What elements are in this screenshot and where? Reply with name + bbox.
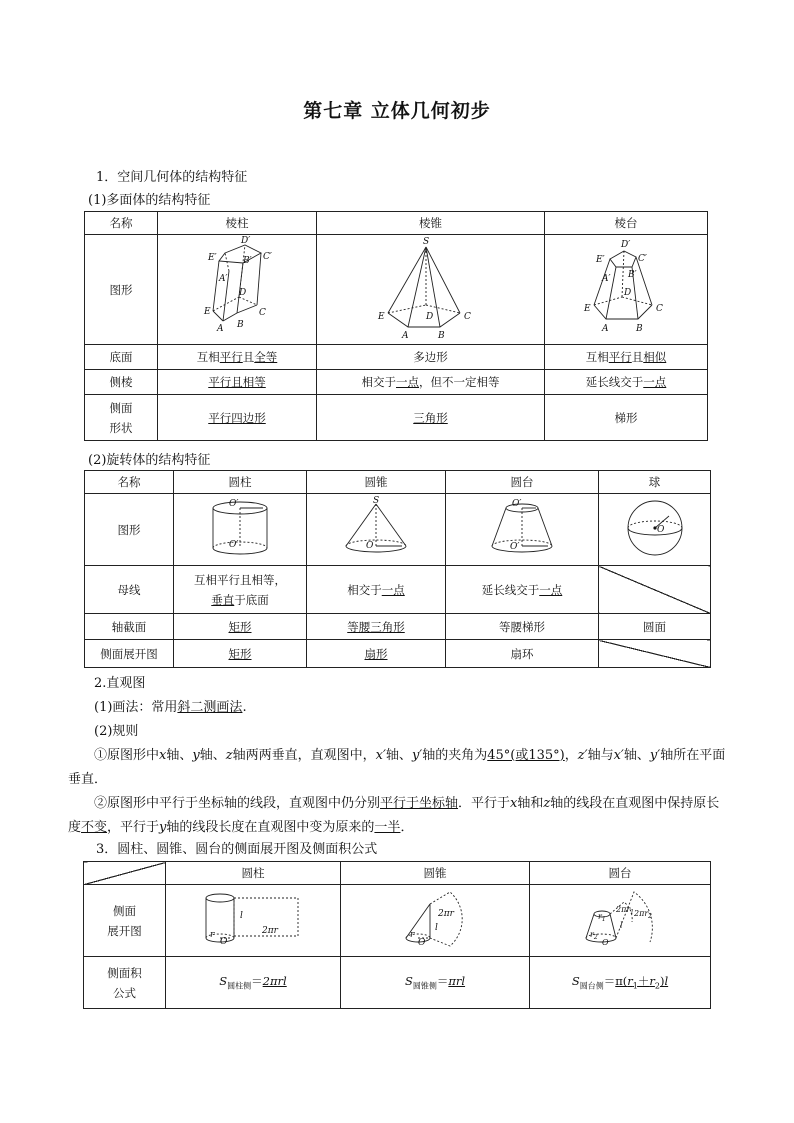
rot-header-frustum: 圆台 [446,471,599,494]
frustum-figure-cell [545,235,708,345]
sphere-figure [623,496,687,560]
cylinder-figure-cell [174,494,307,566]
cylinder-label-o1: O′ [229,499,239,509]
cone-unfold-label-o: O [418,938,426,948]
section-1-heading: 1．空间几何体的结构特征 [96,170,248,185]
sphere-label-o: O [656,525,664,535]
rot-row-label-figure: 图形 [85,494,174,566]
prism-label-d: D [239,288,247,298]
lateral-header-cylinder: 圆柱 [166,862,341,885]
rotation-table [84,470,711,668]
sphere-figure-cell [599,494,711,566]
frustum-unfold-label-arc2: $2\pi r_2$ [634,909,652,920]
cylinder-unfold-figure-cell [166,885,341,957]
pyramid-figure-cell [317,235,545,345]
frustum-label-a: A [602,324,609,334]
frustum-unfold-label-o: O [602,938,609,947]
frustum-rot-label-o: O′ [510,542,520,552]
frustum-figure [576,235,676,341]
prism-figure-cell [158,235,317,345]
col-header-pyramid: 棱锥 [317,212,545,235]
cone-label-o: O [366,541,374,551]
frustum-label-b: B [636,324,643,334]
cone-generatrix-cell: 相交于一点 [307,566,446,614]
frustum-label-d: D [624,288,632,298]
prism-label-b: B [237,320,244,330]
frustum-rot-label-o1: O′ [512,499,522,509]
rot-header-cone: 圆锥 [307,471,446,494]
frustum-rot-figure [482,496,562,560]
prism-label-c: C [259,308,266,318]
prism-label-c1: C′ [263,252,272,262]
rot-row-label-generatrix: 母线 [85,566,174,614]
lateral-header-frustum: 圆台 [530,862,711,885]
row-label-base: 底面 [85,345,158,370]
frustum-label-c: C [656,304,663,314]
frustum-label-e: E [584,304,591,314]
rotation-subheading: (2)旋转体的结构特征 [88,453,211,468]
frustum-unfold-label-r1: $r_1$ [598,912,606,923]
prism-base-cell: 互相平行且全等 [158,345,317,370]
prism-label-d1: D′ [241,236,251,246]
cylinder-generatrix-cell: 互相平行且相等， 垂直于底面 [174,566,307,614]
pyramid-label-s: S [422,237,429,247]
sphere-unfold-cell-empty [599,640,711,668]
cone-axial-cell: 等腰三角形 [307,614,446,640]
cone-unfold-label-l: l [435,923,438,933]
prism-edge-cell: 平行且相等 [158,370,317,395]
cone-figure-cell [307,494,446,566]
frustum-axial-cell: 等腰梯形 [446,614,599,640]
cylinder-unfold-label-l: l [240,911,243,921]
frustum-unfold-figure-cell [530,885,711,957]
frustum-base-cell: 互相平行且相似 [545,345,708,370]
cylinder-unfold-label-o: O [220,937,228,947]
rot-row-label-unfold: 侧面展开图 [85,640,174,668]
cylinder-unfold-cell: 矩形 [174,640,307,668]
frustum-label-c1: C′ [638,254,647,264]
cone-unfold-label-r: r [410,930,415,940]
cylinder-unfold-label-r: r [210,930,215,940]
frustum-unfold-figure [570,888,670,950]
frustum-label-d1: D′ [621,240,631,250]
frustum-face-cell: 梯形 [545,395,708,441]
pyramid-figure [376,235,486,341]
cylinder-axial-cell: 矩形 [174,614,307,640]
prism-face-cell: 平行四边形 [158,395,317,441]
section-2-rules-heading: (2)规则 [94,724,139,739]
frustum-unfold-cell: 扇环 [446,640,599,668]
lateral-area-table [83,861,711,1009]
row-label-figure: 图形 [85,235,158,345]
section-2-heading: 2.直观图 [94,676,146,691]
prism-label-e: E [204,307,211,317]
pyramid-label-c: C [463,312,471,322]
rot-header-cylinder: 圆柱 [174,471,307,494]
cylinder-figure [205,496,275,560]
section-2-rule-1: ①原图形中x轴、y轴、z轴两两垂直，直观图中，x′轴、y′轴的夹角为45°(或135°)，z′轴与x′轴、y′轴所在平面垂直． [68,748,726,787]
pyramid-base-cell: 多边形 [317,345,545,370]
cone-label-s: S [373,496,380,506]
pyramid-label-b: B [437,331,445,341]
cone-figure [336,496,416,560]
row-label-edge: 侧棱 [85,370,158,395]
cone-unfold-figure-cell [341,885,530,957]
lateral-header-cone: 圆锥 [341,862,530,885]
prism-figure [187,235,287,341]
pyramid-label-e: E [377,312,385,322]
prism-label-a1: A′ [219,274,228,284]
section-3-heading: 3．圆柱、圆锥、圆台的侧面展开图及侧面积公式 [96,842,378,857]
pyramid-label-d: D [425,312,433,322]
prism-label-e1: E′ [208,253,217,263]
cylinder-unfold-figure [198,888,308,950]
prism-label-b1: B′ [243,256,252,266]
polyhedron-table [84,211,708,441]
pyramid-face-cell: 三角形 [317,395,545,441]
lateral-row-label-unfold: 侧面 展开图 [84,885,166,957]
row-label-face-shape: 侧面 形状 [85,395,158,441]
cylinder-unfold-label-arc: 2πr [262,926,278,936]
col-header-frustum: 棱台 [545,212,708,235]
cone-unfold-cell: 扇形 [307,640,446,668]
rot-header-name: 名称 [85,471,174,494]
cone-unfold-figure [390,888,480,950]
cone-unfold-label-arc: 2πr [438,909,454,919]
section-2-method: (1)画法：常用斜二测画法. [94,700,247,715]
frustum-label-e1: E′ [596,255,605,265]
section-2-rule-2: ②原图形中平行于坐标轴的线段，直观图中仍分别平行于坐标轴．平行于x轴和z轴的线段在直观图中保持原长度不变，平行于y轴的线段长度在直观图中变为原来的一半． [68,796,720,835]
sphere-generatrix-cell-empty [599,566,711,614]
cylinder-label-o: O′ [229,540,239,550]
col-header-name: 名称 [85,212,158,235]
lateral-row-label-formula: 侧面积 公式 [84,957,166,1009]
col-header-prism: 棱柱 [158,212,317,235]
rot-header-sphere: 球 [599,471,711,494]
frustum-lateral-formula: $S_{圆台侧}=\pi(r_1+r_2)l$ [530,957,711,1009]
frustum-label-a1: A′ [602,274,611,284]
rot-row-label-axial: 轴截面 [85,614,174,640]
sphere-axial-cell: 圆面 [599,614,711,640]
frustum-edge-cell: 延长线交于一点 [545,370,708,395]
frustum-label-b1: B′ [628,270,637,280]
frustum-unfold-label-r2: $r_2$ [590,930,598,941]
frustum-unfold-label-l: l [620,921,623,930]
frustum-generatrix-cell: 延长线交于一点 [446,566,599,614]
cone-lateral-formula: $S_{圆锥侧}=\pi rl$ [341,957,530,1009]
pyramid-label-a: A [401,331,408,341]
cylinder-lateral-formula: $S_{圆柱侧}=2\pi rl$ [166,957,341,1009]
frustum-unfold-label-arc1: $2\pi r_1$ [616,905,634,916]
lateral-header-corner [84,862,166,885]
page-title: 第七章 立体几何初步 [303,100,491,122]
frustum-rot-figure-cell [446,494,599,566]
pyramid-edge-cell: 相交于一点，但不一定相等 [317,370,545,395]
section-2 [68,672,728,840]
prism-label-a: A [217,324,224,334]
polyhedron-subheading: (1)多面体的结构特征 [88,193,211,208]
